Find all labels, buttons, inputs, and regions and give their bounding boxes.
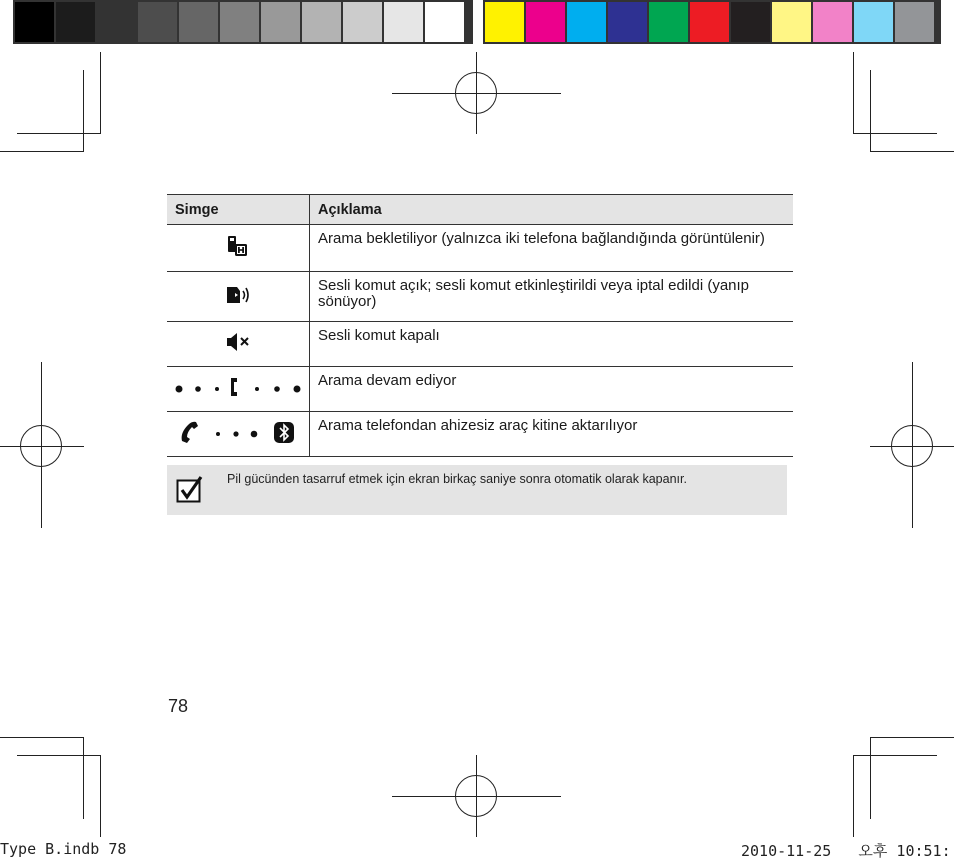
color-swatch <box>485 2 524 42</box>
gray-swatch <box>56 2 95 42</box>
voice-command-off-icon <box>225 339 251 356</box>
gray-swatch <box>302 2 341 42</box>
gray-swatch <box>261 2 300 42</box>
color-swatch <box>895 2 934 42</box>
call-in-progress-icon <box>173 385 303 402</box>
table-row <box>167 272 793 322</box>
icon-cell <box>167 367 310 412</box>
note-text: Pil gücünden tasarruf etmek için ekran birkaç saniye sonra otomatik olarak kapanır. <box>227 472 687 486</box>
checkbox-check-icon <box>176 475 204 508</box>
footer-timestamp: 2010-11-25 오후 10:51: <box>741 842 951 860</box>
color-swatch <box>731 2 770 42</box>
color-swatch <box>690 2 729 42</box>
description-cell: Arama bekletiliyor (yalnızca iki telefona bağlandığında görüntülenir) <box>310 225 794 272</box>
table-row <box>167 367 793 412</box>
color-swatch <box>772 2 811 42</box>
icon-cell <box>167 225 310 272</box>
phone-hold-icon <box>227 244 249 261</box>
icon-cell <box>167 412 310 457</box>
color-swatch <box>526 2 565 42</box>
column-header-description: Açıklama <box>310 195 794 225</box>
gray-calibration-strip <box>13 0 473 44</box>
table-header-row <box>167 195 793 225</box>
gray-swatch <box>220 2 259 42</box>
column-header-icon: Simge <box>167 195 310 225</box>
table-row <box>167 412 793 457</box>
description-cell: Arama devam ediyor <box>310 367 794 412</box>
description-cell: Sesli komut kapalı <box>310 322 794 367</box>
gray-swatch <box>343 2 382 42</box>
icon-cell <box>167 322 310 367</box>
call-transfer-bluetooth-icon <box>178 432 298 449</box>
icon-table <box>167 194 793 457</box>
icon-cell <box>167 272 310 322</box>
color-calibration-strip <box>483 0 941 44</box>
color-swatch <box>854 2 893 42</box>
description-cell: Arama telefondan ahizesiz araç kitine aktarılıyor <box>310 412 794 457</box>
footer-file-info: Type B.indb 78 <box>0 840 127 858</box>
voice-command-on-icon <box>225 292 251 309</box>
gray-swatch <box>97 2 136 42</box>
note-box <box>167 465 787 515</box>
gray-swatch <box>138 2 177 42</box>
gray-swatch <box>179 2 218 42</box>
color-swatch <box>649 2 688 42</box>
gray-swatch <box>15 2 54 42</box>
color-swatch <box>567 2 606 42</box>
description-cell: Sesli komut açık; sesli komut etkinleştirildi veya iptal edildi (yanıp sönüyor) <box>310 272 794 322</box>
gray-swatch <box>425 2 464 42</box>
color-swatch <box>608 2 647 42</box>
table-row <box>167 322 793 367</box>
color-swatch <box>813 2 852 42</box>
gray-swatch <box>384 2 423 42</box>
table-row <box>167 225 793 272</box>
page-number: 78 <box>168 696 189 716</box>
